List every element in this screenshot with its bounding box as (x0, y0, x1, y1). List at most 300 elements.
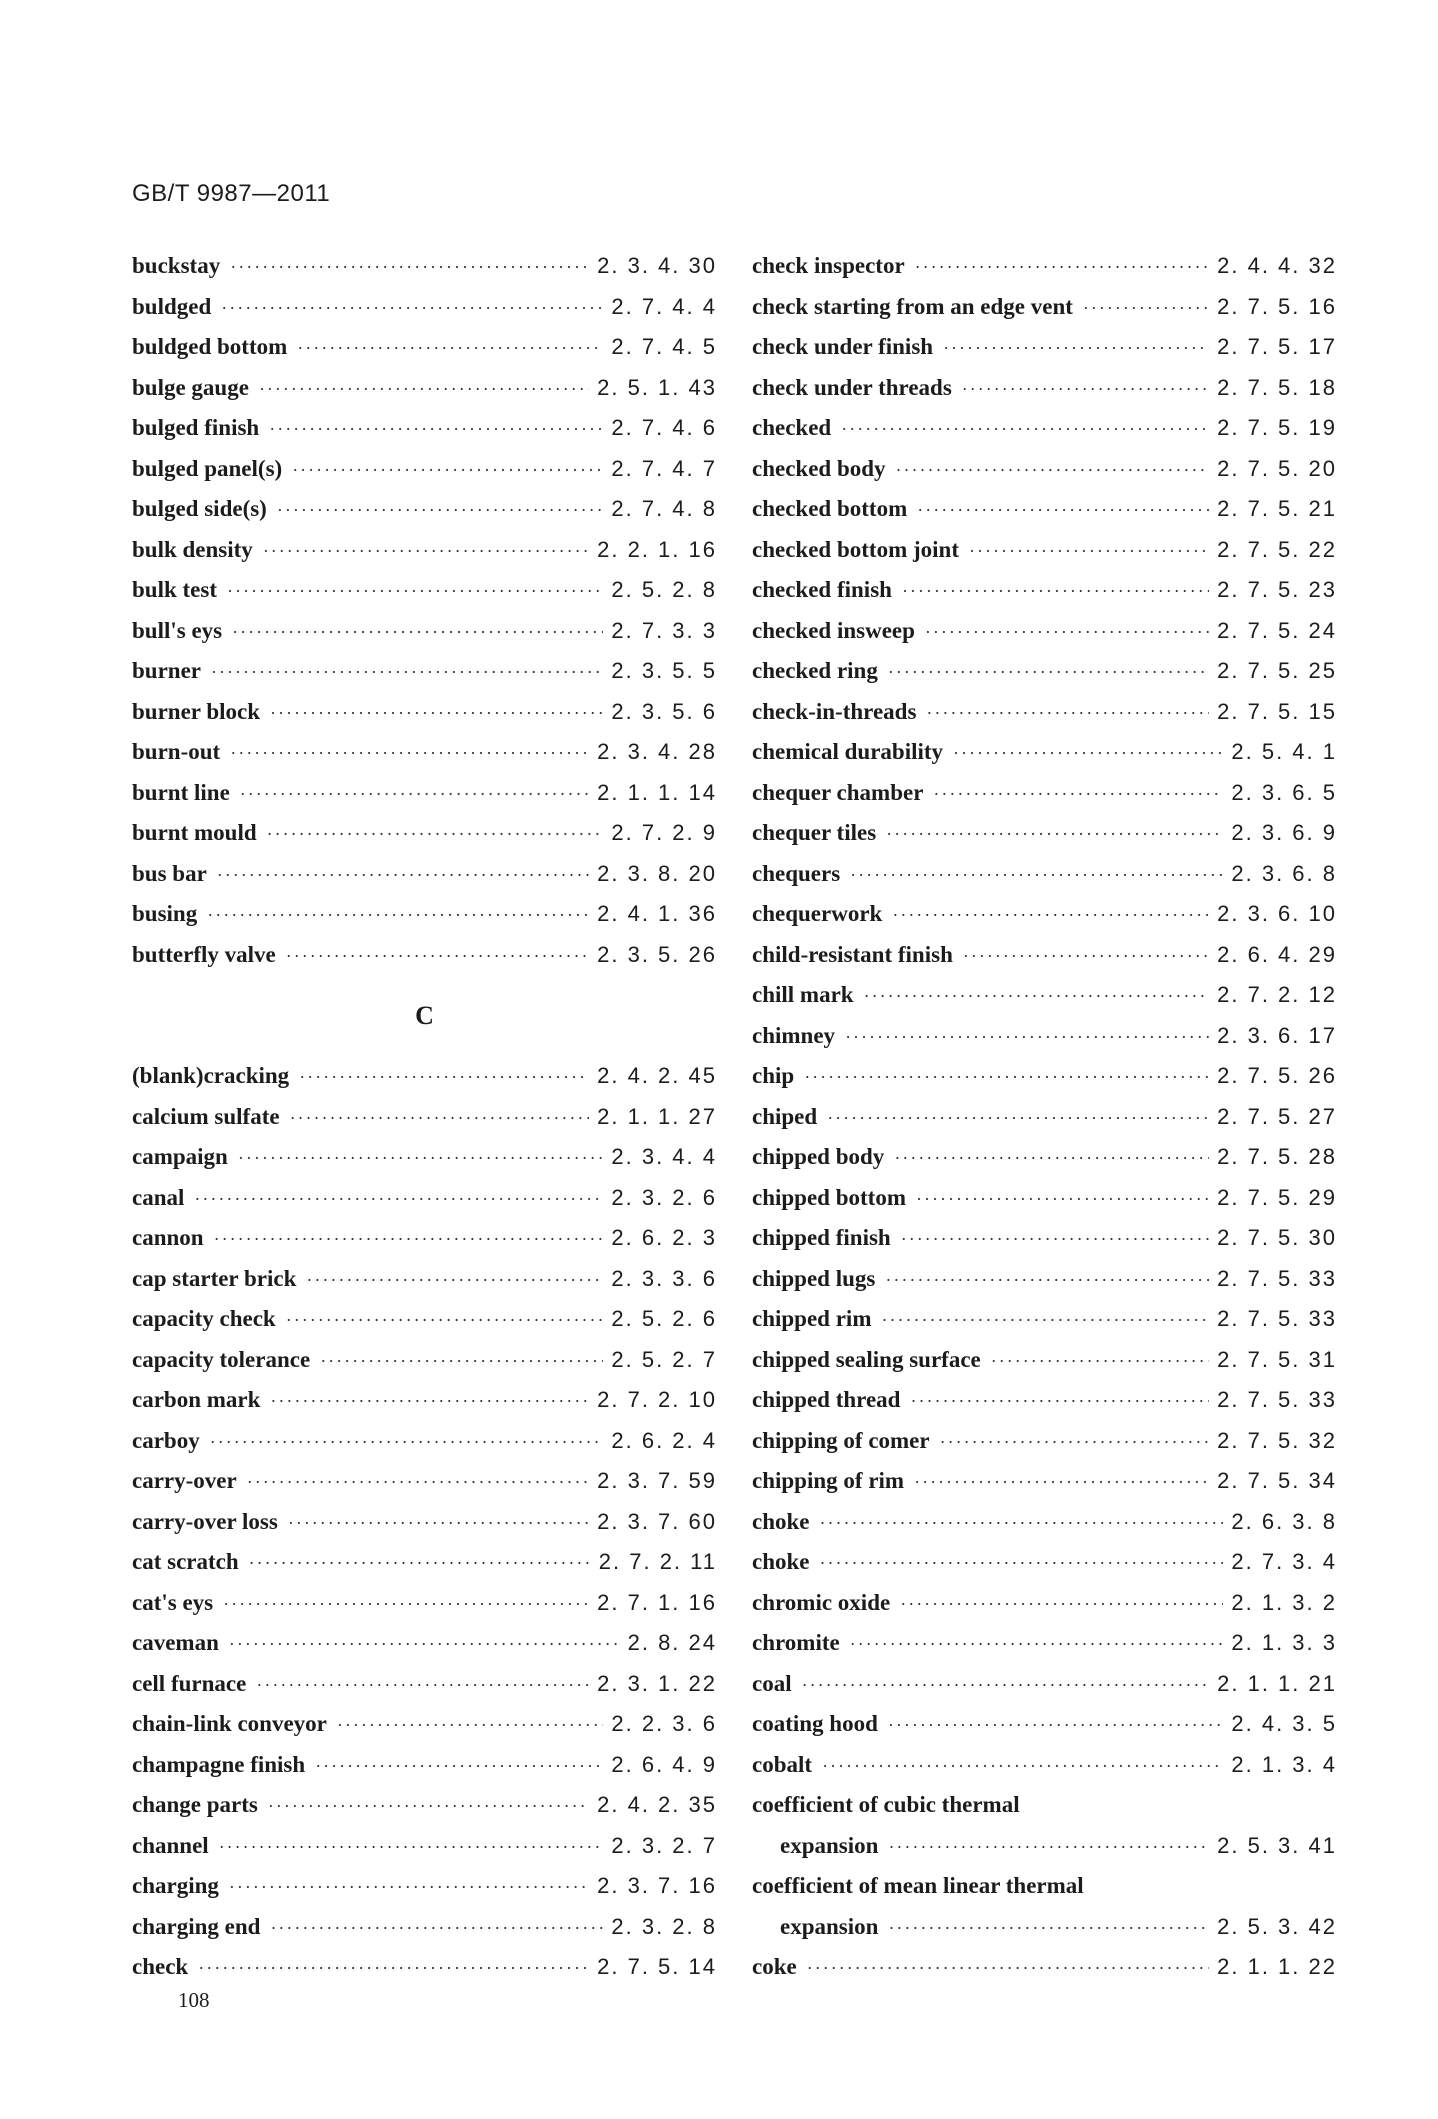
index-entry-term: carboy (132, 1427, 200, 1453)
index-entry-term: chemical durability (752, 739, 944, 764)
index-entry-ref: 2. 7. 3. 3 (611, 617, 717, 643)
leader-dots (888, 1827, 1209, 1868)
index-entry-term: chequer chamber (752, 779, 924, 805)
index-entry (132, 854, 717, 895)
index-entry-ref: 2. 3. 6. 10 (1217, 901, 1337, 926)
index-entry (752, 1583, 1337, 1624)
index-entry-term: checked ring (752, 658, 878, 683)
index-entry (132, 570, 717, 611)
index-entry (752, 1704, 1337, 1745)
index-entry (132, 489, 717, 530)
leader-dots (221, 288, 603, 329)
index-entry-ref: 2. 7. 5. 14 (597, 1954, 717, 1979)
index-entry-term: choke (752, 1508, 810, 1534)
leader-dots (804, 1057, 1209, 1098)
index-entry-term: chromic oxide (752, 1589, 891, 1615)
index-entry-term: bull's eys (132, 617, 223, 643)
index-entry-term: buldged bottom (132, 334, 288, 359)
index-entry-term: chipped thread (752, 1387, 901, 1412)
leader-dots (219, 1827, 604, 1868)
index-entry-term: coating hood (752, 1711, 878, 1736)
index-entry-term: carbon mark (132, 1387, 261, 1412)
leader-dots (820, 1543, 1224, 1584)
leader-dots (230, 733, 589, 774)
leader-dots (963, 936, 1209, 977)
index-entry (132, 1664, 717, 1705)
leader-dots (915, 247, 1209, 288)
index-entry (132, 1785, 717, 1826)
index-entry-term: child-resistant finish (752, 941, 953, 967)
index-entry-term: caveman (132, 1630, 219, 1655)
index-entry-ref: 2. 7. 4. 4 (611, 293, 717, 319)
index-entry-term: expansion (780, 1913, 879, 1939)
leader-dots (864, 976, 1210, 1017)
leader-dots (320, 1341, 603, 1382)
index-entry (752, 1259, 1337, 1300)
index-entry (752, 1218, 1337, 1259)
leader-dots (297, 328, 603, 369)
index-entry-term: champagne finish (132, 1751, 306, 1777)
index-entry-term: busing (132, 901, 198, 926)
leader-dots (269, 409, 603, 450)
index-entry (752, 570, 1337, 611)
index-entry-term: charging end (132, 1913, 261, 1939)
index-entry-ref: 2. 7. 5. 28 (1217, 1144, 1337, 1169)
index-entry (132, 773, 717, 814)
index-entry-term: check-in-threads (752, 698, 917, 724)
index-entry-ref: 2. 1. 1. 22 (1217, 1954, 1337, 1979)
index-entry (132, 368, 717, 409)
index-entry-term: bulged panel(s) (132, 455, 283, 481)
leader-dots (259, 369, 589, 410)
index-entry-ref: 2. 5. 2. 6 (611, 1306, 717, 1331)
index-entry-ref: 2. 7. 5. 17 (1217, 334, 1337, 359)
index-entry-term: chain-link conveyor (132, 1711, 327, 1736)
index-entry-term: bulged finish (132, 415, 260, 440)
index-entry-term-line: coefficient of mean linear thermal (752, 1873, 1084, 1898)
index-entry (132, 449, 717, 490)
index-entry (752, 1745, 1337, 1786)
entries-c-continued (752, 246, 1337, 1785)
index-entry-ref: 2. 3. 1. 22 (597, 1670, 717, 1696)
leader-dots (962, 369, 1209, 410)
leader-dots (229, 1624, 620, 1665)
index-entry-ref: 2. 5. 2. 7 (611, 1346, 717, 1372)
leader-dots (194, 1179, 603, 1220)
leader-dots (822, 1746, 1223, 1787)
index-entry (132, 1542, 717, 1583)
leader-dots (229, 1867, 589, 1908)
index-entry (132, 1259, 717, 1300)
index-entry-ref: 2. 7. 3. 4 (1231, 1549, 1337, 1574)
index-entry-term: burner block (132, 698, 261, 724)
index-entry-ref: 2. 7. 1. 16 (597, 1589, 717, 1615)
index-entry-term: checked (752, 415, 832, 440)
index-entry (132, 1947, 717, 1988)
index-entry-term: chromite (752, 1630, 840, 1655)
leader-dots (888, 1705, 1223, 1746)
index-entry-ref: 2. 3. 2. 6 (611, 1184, 717, 1210)
index-entry (752, 1299, 1337, 1340)
index-entry (132, 246, 717, 287)
index-entry-ref: 2. 4. 1. 36 (597, 901, 717, 926)
index-entry-ref: 2. 6. 3. 8 (1231, 1508, 1337, 1534)
index-entry-term: buldged (132, 293, 212, 319)
leader-dots (841, 409, 1209, 450)
index-entry-ref: 2. 7. 5. 19 (1217, 415, 1337, 440)
index-entry (752, 1178, 1337, 1219)
leader-dots (286, 1300, 604, 1341)
leader-dots (223, 1584, 589, 1625)
index-entry-ref: 2. 6. 4. 29 (1217, 941, 1337, 967)
index-entry-ref: 2. 7. 2. 10 (597, 1387, 717, 1412)
index-entry-term: check inspector (752, 253, 905, 278)
index-entry-ref: 2. 7. 5. 24 (1217, 617, 1337, 643)
index-entry (752, 651, 1337, 692)
leader-dots (886, 814, 1223, 855)
index-entry-ref: 2. 7. 2. 9 (611, 820, 717, 845)
leader-dots (214, 1219, 604, 1260)
index-entry-term: chequer tiles (752, 820, 877, 845)
index-entry-term: chipped body (752, 1144, 885, 1169)
index-entry-term: (blank)cracking (132, 1063, 290, 1088)
leader-dots (888, 652, 1209, 693)
index-entry-term: checked insweep (752, 617, 915, 643)
leader-dots (914, 1462, 1209, 1503)
index-entry-term: cat scratch (132, 1549, 239, 1574)
index-entry-ref: 2. 3. 4. 30 (597, 253, 717, 278)
index-entry-ref: 2. 7. 2. 12 (1217, 982, 1337, 1007)
index-entry-term: check starting from an edge vent (752, 293, 1073, 319)
index-entry-term: checked body (752, 455, 886, 481)
leader-dots (247, 1462, 589, 1503)
index-entry (132, 1218, 717, 1259)
index-entry-ref: 2. 2. 1. 16 (597, 536, 717, 562)
index-entry-ref: 2. 7. 2. 11 (598, 1549, 717, 1574)
index-entry-ref: 2. 4. 4. 32 (1217, 253, 1337, 278)
index-entry-term: checked bottom joint (752, 536, 959, 562)
index-entry-term: checked finish (752, 577, 892, 602)
page-number: 108 (178, 1988, 210, 2012)
leader-dots (232, 612, 603, 653)
index-entry-term: bulged side(s) (132, 496, 267, 521)
index-entry-ref: 2. 6. 2. 3 (611, 1225, 717, 1250)
index-entry (752, 1016, 1337, 1057)
index-entry-ref: 2. 4. 2. 35 (597, 1792, 717, 1817)
index-entry (752, 773, 1337, 814)
index-entry-ref: 2. 3. 5. 6 (611, 698, 717, 724)
index-entry-term: cell furnace (132, 1670, 247, 1696)
index-entry (132, 530, 717, 571)
leader-dots (900, 1584, 1223, 1625)
leader-dots (268, 1786, 589, 1827)
index-entry (752, 1623, 1337, 1664)
index-entry-ref: 2. 4. 3. 5 (1231, 1711, 1337, 1736)
index-entry-ref: 2. 7. 4. 6 (611, 415, 717, 440)
leader-dots (211, 652, 603, 693)
index-entry-ref: 2. 7. 4. 8 (611, 496, 717, 521)
index-entry-ref: 2. 3. 7. 59 (597, 1468, 717, 1493)
index-entry-term: coke (752, 1954, 797, 1979)
index-entry (752, 1664, 1337, 1705)
index-entry-term: bus bar (132, 860, 207, 886)
leader-dots (953, 733, 1223, 774)
index-entry-ref: 2. 7. 5. 33 (1217, 1306, 1337, 1331)
leader-dots (892, 895, 1209, 936)
index-entry-term: check under finish (752, 334, 934, 359)
index-entry-term: charging (132, 1873, 219, 1898)
index-entry (752, 1907, 1337, 1948)
index-entry-ref: 2. 7. 4. 5 (611, 334, 717, 359)
leader-dots (290, 1098, 590, 1139)
index-entry-ref: 2. 5. 2. 8 (611, 577, 717, 602)
index-entry (132, 1826, 717, 1867)
leader-dots (807, 1948, 1209, 1989)
index-entry-ref: 2. 7. 5. 16 (1217, 293, 1337, 319)
index-entry (752, 287, 1337, 328)
index-entry-term: carry-over (132, 1468, 237, 1493)
index-entry-ref: 2. 6. 4. 9 (611, 1751, 717, 1777)
index-entry-term: chiped (752, 1103, 818, 1129)
index-entry-term: chipped bottom (752, 1184, 906, 1210)
index-entry-term: butterfly valve (132, 941, 276, 967)
index-entry-term: capacity tolerance (132, 1346, 311, 1372)
leader-dots (850, 1624, 1224, 1665)
index-entry-ref: 2. 5. 3. 42 (1217, 1913, 1337, 1939)
leader-dots (292, 450, 603, 491)
index-entry (132, 1704, 717, 1745)
index-entry-ref: 2. 1. 3. 4 (1231, 1751, 1337, 1777)
index-entry-term: calcium sulfate (132, 1103, 280, 1129)
index-entry-ref: 2. 7. 5. 23 (1217, 577, 1337, 602)
index-entry-ref: 2. 3. 8. 20 (597, 860, 717, 886)
index-entry-ref: 2. 7. 5. 29 (1217, 1184, 1337, 1210)
leader-dots (277, 490, 604, 531)
section-letter-heading: C (415, 1001, 434, 1030)
index-entry-term: chipped finish (752, 1225, 891, 1250)
leader-dots (925, 612, 1209, 653)
index-entry-ref: 2. 7. 5. 33 (1217, 1387, 1337, 1412)
index-entry-term: chipping of comer (752, 1427, 930, 1453)
index-entry-ref: 2. 3. 7. 16 (597, 1873, 717, 1898)
index-entry-ref: 2. 7. 5. 20 (1217, 455, 1337, 481)
leader-dots (263, 531, 589, 572)
leader-dots (240, 774, 589, 815)
index-entry-ref: 2. 7. 5. 32 (1217, 1427, 1337, 1453)
index-entry-ref: 2. 4. 2. 45 (597, 1063, 717, 1088)
index-entry (752, 1826, 1337, 1867)
leader-dots (227, 571, 603, 612)
index-entry-term: burnt mould (132, 820, 257, 845)
index-entry-ref: 2. 1. 3. 2 (1231, 1589, 1337, 1615)
entries-b-section (132, 246, 717, 975)
leader-dots (917, 490, 1209, 531)
index-entry-ref: 2. 5. 3. 41 (1217, 1832, 1337, 1858)
index-entry (752, 1542, 1337, 1583)
index-entry (132, 1056, 717, 1097)
index-entry (752, 611, 1337, 652)
index-entry-term: expansion (780, 1832, 879, 1858)
leader-dots (933, 774, 1223, 815)
index-entry (132, 1623, 717, 1664)
index-entry-term: campaign (132, 1144, 228, 1169)
index-entry-term: carry-over loss (132, 1508, 278, 1534)
index-entry-term: cap starter brick (132, 1265, 297, 1291)
index-entry-term: bulk density (132, 536, 253, 562)
leader-dots (210, 1422, 604, 1463)
index-entry-ref: 2. 7. 5. 22 (1217, 536, 1337, 562)
leader-dots (901, 1219, 1209, 1260)
index-entry-ref: 2. 3. 5. 5 (611, 658, 717, 683)
index-entry (752, 1340, 1337, 1381)
leader-dots (888, 1908, 1209, 1949)
leader-dots (270, 693, 603, 734)
index-entry (752, 408, 1337, 449)
index-entry-term: chipped rim (752, 1306, 872, 1331)
index-entry-term: chequerwork (752, 901, 883, 926)
index-entry (752, 1056, 1337, 1097)
index-entry-term: check (132, 1954, 189, 1979)
index-entry-term: chipping of rim (752, 1468, 905, 1493)
index-entry (752, 1421, 1337, 1462)
index-entry-term: cobalt (752, 1751, 813, 1777)
leader-dots (881, 1300, 1209, 1341)
leader-dots (1083, 288, 1209, 329)
index-entry (132, 894, 717, 935)
index-entry-ref: 2. 7. 5. 34 (1217, 1468, 1337, 1493)
index-entry-ref: 2. 7. 5. 33 (1217, 1265, 1337, 1291)
index-entry-ref: 2. 7. 5. 27 (1217, 1103, 1337, 1129)
index-entry-ref: 2. 3. 2. 7 (611, 1832, 717, 1858)
index-entry (132, 1502, 717, 1543)
leader-dots (270, 1908, 603, 1949)
index-entry (132, 1907, 717, 1948)
index-entry-term: canal (132, 1184, 185, 1210)
index-entry (752, 813, 1337, 854)
index-entry (132, 1866, 717, 1907)
index-entry-ref: 2. 3. 6. 8 (1231, 860, 1337, 886)
leader-dots (894, 1138, 1209, 1179)
index-entry (752, 1380, 1337, 1421)
index-entry-term: chipped lugs (752, 1265, 876, 1291)
index-entry-ref: 2. 3. 6. 5 (1231, 779, 1337, 805)
index-entry-ref: 2. 1. 3. 3 (1231, 1630, 1337, 1655)
index-entry (752, 1137, 1337, 1178)
index-entry (132, 1745, 717, 1786)
index-entry-ref: 2. 8. 24 (627, 1630, 717, 1655)
index-entry (752, 1461, 1337, 1502)
index-entry-term-line: coefficient of cubic thermal (752, 1792, 1020, 1817)
leader-dots (902, 571, 1209, 612)
index-entry-ref: 2. 3. 5. 26 (597, 941, 717, 967)
index-entry-term: chequers (752, 860, 841, 886)
index-entry-term: checked bottom (752, 496, 908, 521)
index-entry (752, 1947, 1337, 1988)
index-entry (132, 1299, 717, 1340)
index-entry (752, 368, 1337, 409)
index-entry (132, 1097, 717, 1138)
index-entry-term: chipped sealing surface (752, 1346, 981, 1372)
leader-dots (969, 531, 1209, 572)
index-entry (752, 489, 1337, 530)
index-entry-ref: 2. 7. 5. 21 (1217, 496, 1337, 521)
leader-dots (337, 1705, 604, 1746)
index-entry-term: cannon (132, 1225, 204, 1250)
index-entry-term: chill mark (752, 982, 854, 1007)
document-header: GB/T 9987—2011 (132, 180, 331, 207)
index-entry (132, 327, 717, 368)
index-entry-term: chip (752, 1063, 795, 1088)
index-entry (132, 1340, 717, 1381)
index-entry-term: chimney (752, 1022, 836, 1048)
index-entry-ref: 2. 3. 6. 9 (1231, 820, 1337, 845)
index-entry (132, 1137, 717, 1178)
leader-dots (940, 1422, 1210, 1463)
index-entry-ref: 2. 3. 4. 4 (611, 1144, 717, 1169)
leader-dots (845, 1017, 1209, 1058)
index-entry (752, 854, 1337, 895)
index-entry-ref: 2. 7. 5. 18 (1217, 374, 1337, 400)
index-entry-term: capacity check (132, 1306, 276, 1331)
leader-dots (270, 1381, 589, 1422)
leader-dots (230, 247, 589, 288)
index-entry-term: change parts (132, 1792, 258, 1817)
index-column-right (752, 246, 1337, 1988)
index-entry-ref: 2. 7. 5. 26 (1217, 1063, 1337, 1088)
index-entry (132, 935, 717, 976)
index-entry-term: bulk test (132, 577, 217, 602)
index-entry-ref: 2. 1. 1. 14 (597, 779, 717, 805)
index-entry-ref: 2. 3. 3. 6 (611, 1265, 717, 1291)
leader-dots (926, 693, 1209, 734)
index-entry (752, 935, 1337, 976)
index-entry-term: cat's eys (132, 1589, 214, 1615)
index-entry-ref: 2. 7. 4. 7 (611, 455, 717, 481)
index-entry (132, 1583, 717, 1624)
leader-dots (896, 450, 1210, 491)
index-entry (752, 246, 1337, 287)
index-entry-ref: 2. 5. 1. 43 (597, 374, 717, 400)
index-entry-ref: 2. 7. 5. 30 (1217, 1225, 1337, 1250)
entries-c-section (132, 1056, 717, 1988)
leader-dots (827, 1098, 1209, 1139)
leader-dots (198, 1948, 589, 1989)
index-entry-term: burn-out (132, 739, 221, 764)
leader-dots (249, 1543, 591, 1584)
index-entry-ref: 2. 7. 5. 31 (1217, 1346, 1337, 1372)
leader-dots (267, 814, 604, 855)
leader-dots (802, 1665, 1210, 1706)
index-entry (752, 975, 1337, 1016)
index-entry (132, 1461, 717, 1502)
index-entry (752, 1502, 1337, 1543)
leader-dots (288, 1503, 589, 1544)
leader-dots (207, 895, 589, 936)
index-entry (132, 408, 717, 449)
index-entry-ref: 2. 2. 3. 6 (611, 1711, 717, 1736)
index-entry (132, 1380, 717, 1421)
leader-dots (299, 1057, 589, 1098)
index-entry-term: bulge gauge (132, 374, 249, 400)
leader-dots (286, 936, 589, 977)
index-entry (752, 449, 1337, 490)
leader-dots (217, 855, 589, 896)
index-entry (752, 530, 1337, 571)
index-entry-ref: 2. 3. 2. 8 (611, 1913, 717, 1939)
leader-dots (820, 1503, 1224, 1544)
index-entry-term: coal (752, 1670, 792, 1696)
index-entry-ref: 2. 7. 5. 15 (1217, 698, 1337, 724)
